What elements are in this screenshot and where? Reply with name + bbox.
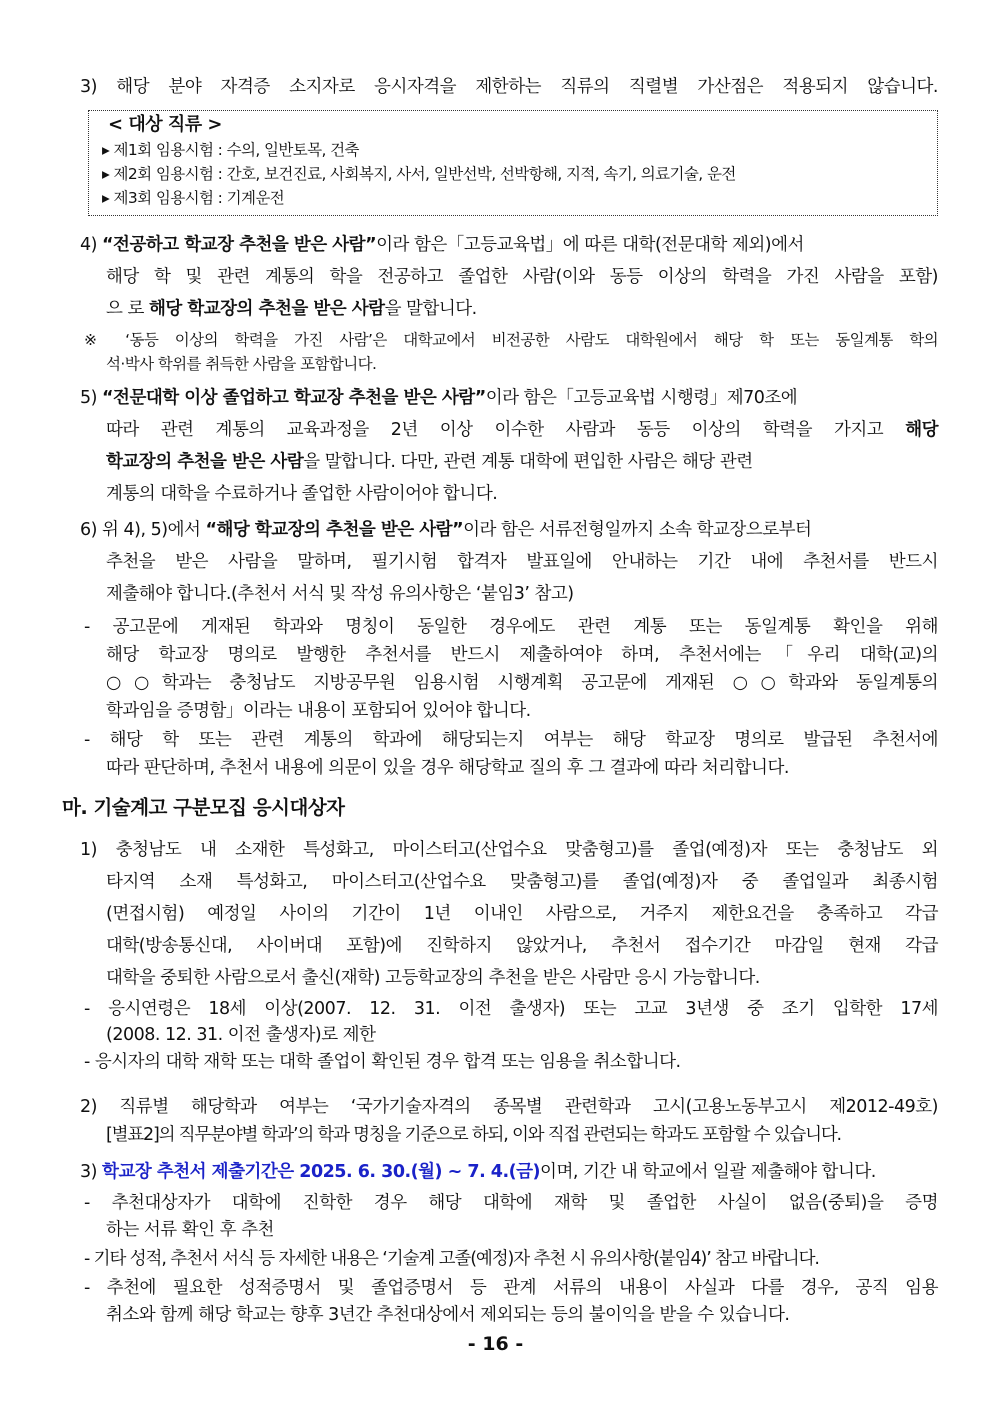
item-5-line-3-bold: 학교장의 추천을 받은 사람 <box>106 452 304 472</box>
item-6-number: 6) <box>80 520 97 540</box>
item-3: 3) 해당 분야 자격증 소지자로 응시자격을 제한하는 직류의 직렬별 가산점은 적용되지 않습니다. <box>80 77 938 97</box>
item-6-dash-1-line-4: 학과임을 증명함」이라는 내용이 포함되어 있어야 합니다. <box>106 701 531 721</box>
item-6-dash-1-line-1: - 공고문에 게재된 학과와 명칭이 동일한 경우에도 관련 계통 또는 동일계통 확인을 위해 <box>84 617 938 637</box>
item-4-line-3-bold: 해당 학교장의 추천을 받은 사람 <box>148 299 385 319</box>
target-row-1: ▸ 제1회 임용시험 : 수의, 일반토목, 건축 <box>102 141 359 159</box>
sec3-line-1-rest: 이며, 기간 내 학교에서 일괄 제출해야 합니다. <box>540 1162 876 1182</box>
item-6-line-1-post: 이라 함은 서류전형일까지 소속 학교장으로부터 <box>463 520 812 540</box>
item-5-line-2-pre: 따라 관련 계통의 교육과정을 2년 이상 이수한 사람과 동등 이상의 학력을 가지고 <box>106 420 906 440</box>
sec3-dash-1-line-1: - 추천대상자가 대학에 진학한 경우 해당 대학에 재학 및 졸업한 사실이 없음(중퇴)을 증명 <box>84 1193 938 1213</box>
item-6-dash-1-line-3: ○○학과는 충청남도 지방공무원 임용시험 시행계획 공고문에 게재된 ○○학과와 동일계통의 <box>106 673 938 693</box>
sec3-dash-3-line-1: - 추천에 필요한 성적증명서 및 졸업증명서 등 관계 서류의 내용이 사실과 다를 경우, 공직 임용 <box>84 1278 938 1298</box>
item-6-dash-1-line-2: 해당 학교장 명의로 발행한 추천서를 반드시 제출하여야 하며, 추천서에는「우리 대학(교)의 <box>106 645 938 665</box>
sec3-line-1 <box>80 1159 876 1185</box>
note-line-1: ※ ‘동등 이상의 학력을 가진 사람’은 대학교에서 비전공한 사람도 대학원에서 해당 학 또는 동일계통 학의 <box>84 331 938 349</box>
item-6-line-1 <box>80 517 811 543</box>
item-6-line-3: 제출해야 합니다.(추천서 서식 및 작성 유의사항은 ‘붙임3’ 참고) <box>106 584 574 604</box>
note-line-2: 석·박사 학위를 취득한 사람을 포함합니다. <box>106 355 377 373</box>
item-5-line-4: 계통의 대학을 수료하거나 졸업한 사람이어야 합니다. <box>106 484 498 504</box>
page-number: - 16 - <box>467 1333 524 1355</box>
item-5-line-1-text: 이라 함은「고등교육법 시행령」제70조에 <box>485 388 798 408</box>
item-4-line-3 <box>106 296 477 322</box>
target-box-title: < 대상 직류 > <box>108 114 223 135</box>
item-5-line-3 <box>106 449 753 475</box>
item-4-line-1 <box>80 232 804 258</box>
sec2-line-2: [별표2]의 직무분야별 학과’의 학과 명칭을 기준으로 하되, 이와 직접 관련되는 학과도 포함할 수 있습니다. <box>106 1125 841 1145</box>
sec1-line-3: (면접시험) 예정일 사이의 기간이 1년 이내인 사람으로, 거주지 제한요건을 충족하고 각급 <box>106 904 938 924</box>
item-6-dash-2-line-2: 따라 판단하며, 추천서 내용에 의문이 있을 경우 해당학교 질의 후 그 결과에 따라 처리합니다. <box>106 758 789 778</box>
sec1-line-2: 타지역 소재 특성화고, 마이스터고(산업수요 맞춤형고)를 졸업(예정)자 중 졸업일과 최종시험 <box>106 872 938 892</box>
item-5-line-3-post: 을 말합니다. 다만, 관련 계통 대학에 편입한 사람은 해당 관련 <box>303 452 753 472</box>
section-title: 마. 기술계고 구분모집 응시대상자 <box>62 796 345 819</box>
item-6-line-1-bold: “해당 학교장의 추천을 받은 사람” <box>205 520 464 540</box>
sec1-line-5: 대학을 중퇴한 사람으로서 출신(재학) 고등학교장의 추천을 받은 사람만 응시 가능합니다. <box>106 968 760 988</box>
sec3-dash-1-line-2: 하는 서류 확인 후 추천 <box>106 1220 274 1240</box>
item-4-line-2: 해당 학 및 관련 계통의 학을 전공하고 졸업한 사람(이와 동등 이상의 학력을 가진 사람을 포함) <box>106 267 938 287</box>
sec3-deadline-highlight: 학교장 추천서 제출기간은 2025. 6. 30.(월) ~ 7. 4.(금) <box>102 1162 541 1182</box>
target-row-3: ▸ 제3회 임용시험 : 기계운전 <box>102 189 285 207</box>
sec1-line-1: 1) 충청남도 내 소재한 특성화고, 마이스터고(산업수요 맞춤형고)를 졸업(예정)자 또는 충청남도 외 <box>80 840 938 860</box>
item-4-bold-term: “전공하고 학교장 추천을 받은 사람” <box>102 235 377 255</box>
sec3-dash-3-line-2: 취소와 함께 해당 학교는 향후 3년간 추천대상에서 제외되는 등의 불이익을 받을 수 있습니다. <box>106 1305 790 1325</box>
sec1-dash-2: - 응시자의 대학 재학 또는 대학 졸업이 확인된 경우 합격 또는 임용을 취소합니다. <box>84 1052 681 1072</box>
sec1-dash-1-line-2: (2008. 12. 31. 이전 출생자)로 제한 <box>106 1025 376 1045</box>
sec3-dash-2: - 기타 성적, 추천서 서식 등 자세한 내용은 ‘기술계 고졸(예정)자 추천 시 유의사항(붙임4)’ 참고 바랍니다. <box>84 1249 819 1269</box>
item-6-line-1-pre: 위 4), 5)에서 <box>102 520 206 540</box>
item-5-line-1 <box>80 385 797 411</box>
target-row-2: ▸ 제2회 임용시험 : 간호, 보건진료, 사회복지, 사서, 일반선박, 선박항해, 지적, 속기, 의료기술, 운전 <box>102 165 736 183</box>
item-6-dash-2-line-1: - 해당 학 또는 관련 계통의 학과에 해당되는지 여부는 해당 학교장 명의로 발급된 추천서에 <box>84 730 938 750</box>
item-5-line-2 <box>106 417 938 443</box>
item-5-bold-term: “전문대학 이상 졸업하고 학교장 추천을 받은 사람” <box>102 388 486 408</box>
item-5-line-2-bold: 해당 <box>905 420 938 440</box>
item-4-number: 4) <box>80 235 97 255</box>
sec1-line-4: 대학(방송통신대, 사이버대 포함)에 진학하지 않았거나, 추천서 접수기간 마감일 현재 각급 <box>106 936 938 956</box>
item-4-line-1-text: 이라 함은「고등교육법」에 따른 대학(전문대학 제외)에서 <box>376 235 804 255</box>
item-6-line-2: 추천을 받은 사람을 말하며, 필기시험 합격자 발표일에 안내하는 기간 내에 추천서를 반드시 <box>106 552 938 572</box>
sec3-number: 3) <box>80 1162 97 1182</box>
item-5-number: 5) <box>80 388 97 408</box>
item-4-line-3-post: 을 말합니다. <box>384 299 477 319</box>
sec2-line-1: 2) 직류별 해당학과 여부는 ‘국가기술자격의 종목별 관련학과 고시(고용노동부고시 제2012-49호) <box>80 1097 938 1117</box>
item-4-line-3-pre: 으 로 <box>106 299 149 319</box>
sec1-dash-1-line-1: - 응시연령은 18세 이상(2007. 12. 31. 이전 출생자) 또는 고교 3년생 중 조기 입학한 17세 <box>84 999 938 1019</box>
